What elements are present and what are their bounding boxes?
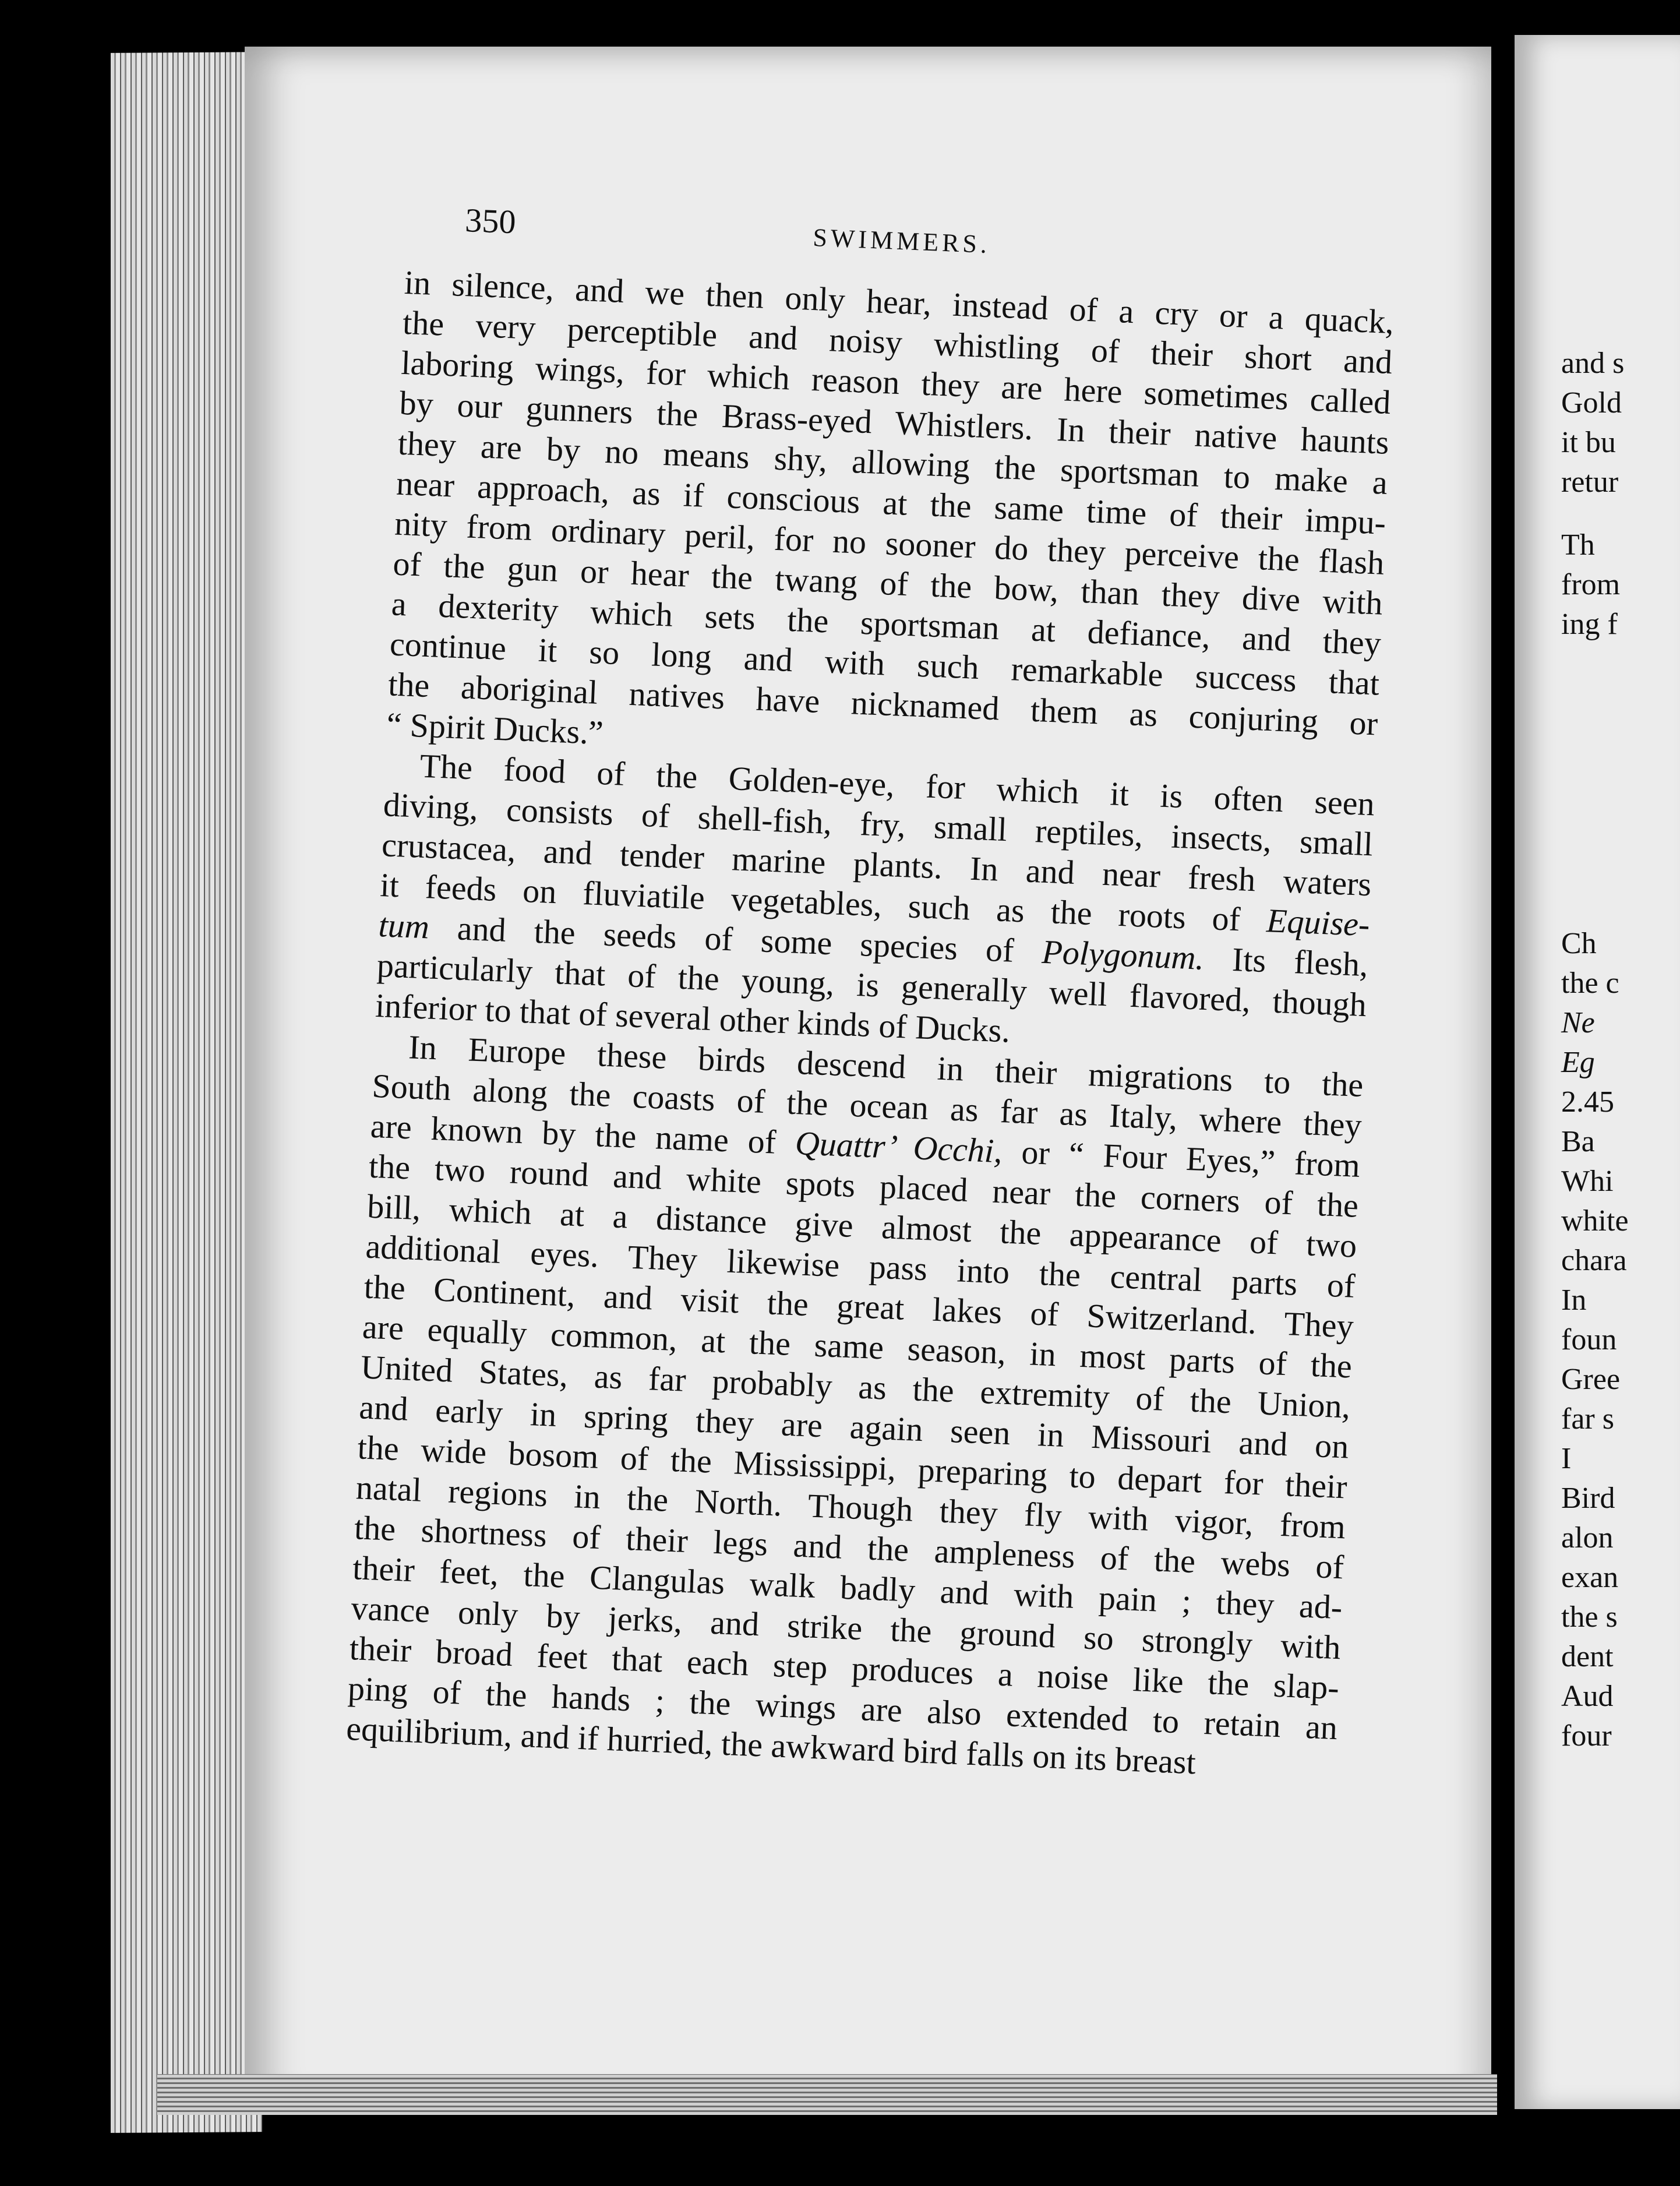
text-line: equilibrium, and if hurried, the awkward bird falls on its breast (345, 1709, 1197, 1782)
text-line: it feeds on fluviatile vegetables, such as the roots of Equise- (379, 866, 1371, 944)
text-line: particularly that of the young, is generally well flavored, though (376, 946, 1368, 1024)
text-line: their broad feet that each step produces a noise like the slap- (348, 1629, 1340, 1707)
text-line: the very perceptible and noisy whistling of their short and (402, 303, 1393, 382)
text-line: in silence, and we then only hear, instead of a cry or a quack, (403, 263, 1395, 341)
book-page-edges (111, 52, 262, 2133)
facing-line: white (1561, 1204, 1629, 1237)
facing-line: Ba (1561, 1125, 1595, 1158)
facing-line: Bird (1561, 1482, 1615, 1515)
page-number: 350 (464, 201, 517, 241)
facing-line: exan (1561, 1561, 1619, 1594)
text-line: they are by no means shy, allowing the sportsman to make a (397, 424, 1389, 502)
text-line: “ Spirit Ducks.” (386, 705, 604, 752)
running-head-title: SWIMMERS. (812, 223, 991, 259)
facing-line: the s (1561, 1600, 1618, 1634)
paragraph (375, 744, 1375, 1065)
text-line: are equally common, at the same season, in most parts of the (361, 1307, 1353, 1385)
text-line: crustacea, and tender marine plants. In and near fresh waters (381, 826, 1372, 904)
facing-line: Gree (1561, 1363, 1621, 1396)
text-line: a dexterity which sets the sportsman at defiance, and they (390, 584, 1382, 662)
text-line: continue it so long and with such remarkable success that (389, 625, 1381, 703)
text-line: laboring wings, for which reason they are here sometimes called (400, 343, 1392, 421)
facing-line: the c (1561, 967, 1619, 1000)
text-line: nity from ordinary peril, for no sooner do they perceive the flash (394, 504, 1385, 582)
facing-line: far s (1561, 1402, 1614, 1436)
body-paragraphs (345, 262, 1395, 1788)
text-line: their feet, the Clangulas walk badly and with pain ; they ad- (352, 1549, 1343, 1627)
facing-line: I (1561, 1442, 1572, 1475)
facing-page (1515, 35, 1680, 2109)
facing-line: alon (1561, 1521, 1614, 1554)
text-line: by our gunners the Brass-eyed Whistlers. In their native haunts (398, 383, 1390, 461)
facing-line: chara (1561, 1244, 1627, 1277)
text-line: The food of the Golden-eye, for which it is often seen (419, 746, 1375, 823)
text-line: of the gun or hear the twang of the bow, than they dive with (392, 544, 1383, 622)
facing-line: Aud (1561, 1680, 1614, 1713)
paragraph (386, 262, 1395, 784)
text-line: the two round and white spots placed near the corners of the (368, 1147, 1360, 1225)
text-line: diving, consists of shell-fish, fry, small reptiles, insects, small (382, 785, 1374, 863)
facing-line: Ch (1561, 927, 1597, 960)
text-line: additional eyes. They likewise pass into the central parts of (365, 1227, 1356, 1305)
facing-line: In (1561, 1284, 1587, 1317)
book-bottom-edge (157, 2074, 1497, 2115)
text-line: vance only by jerks, and strike the ground so strongly with (350, 1589, 1342, 1667)
text-line: In Europe these birds descend in their migrations to the (408, 1028, 1364, 1105)
facing-line: four (1561, 1719, 1612, 1753)
text-line: the Continent, and visit the great lakes of Switzerland. They (363, 1267, 1354, 1345)
facing-line: Th (1561, 528, 1595, 562)
text-line: are known by the name of Quattr’ Occhi, or “ Four Eyes,” from (369, 1106, 1361, 1184)
facing-line: 2.45 (1561, 1085, 1614, 1119)
facing-line: Eg (1561, 1046, 1595, 1079)
facing-line: Whi (1561, 1165, 1614, 1198)
facing-line: Gold (1561, 386, 1622, 419)
text-line: the aboriginal natives have nicknamed them as conjuring or (387, 665, 1379, 743)
text-line: and early in spring they are again seen in Missouri and on (358, 1388, 1350, 1466)
text-line: the wide bosom of the Mississippi, preparing to depart for their (357, 1428, 1348, 1506)
facing-page-text (1561, 344, 1680, 1756)
facing-line: dent (1561, 1640, 1614, 1673)
text-line: United States, as far probably as the extremity of the Union, (360, 1348, 1351, 1426)
text-line: the shortness of their legs and the ampleness of the webs of (354, 1508, 1345, 1586)
facing-line: from (1561, 568, 1621, 601)
facing-line: it bu (1561, 426, 1616, 459)
page-text (345, 198, 1397, 1788)
text-line: bill, which at a distance give almost the appearance of two (366, 1187, 1358, 1265)
facing-line: foun (1561, 1323, 1617, 1356)
text-line: South along the coasts of the ocean as far as Italy, where they (371, 1066, 1363, 1144)
facing-line: Ne (1561, 1006, 1595, 1039)
text-line: tum and the seeds of some species of Polygonum. Its flesh, (377, 906, 1369, 984)
text-line: ping of the hands ; the wings are also extended to retain an (347, 1669, 1339, 1747)
facing-line: and s (1561, 347, 1625, 380)
facing-line: retur (1561, 466, 1619, 499)
paragraph (345, 1025, 1364, 1788)
facing-line: ing f (1561, 608, 1618, 641)
text-line: near approach, as if conscious at the same time of their impu- (396, 464, 1387, 542)
text-line: inferior to that of several other kinds of Ducks. (375, 986, 1011, 1050)
text-line: natal regions in the North. Though they fly with vigor, from (355, 1468, 1347, 1546)
